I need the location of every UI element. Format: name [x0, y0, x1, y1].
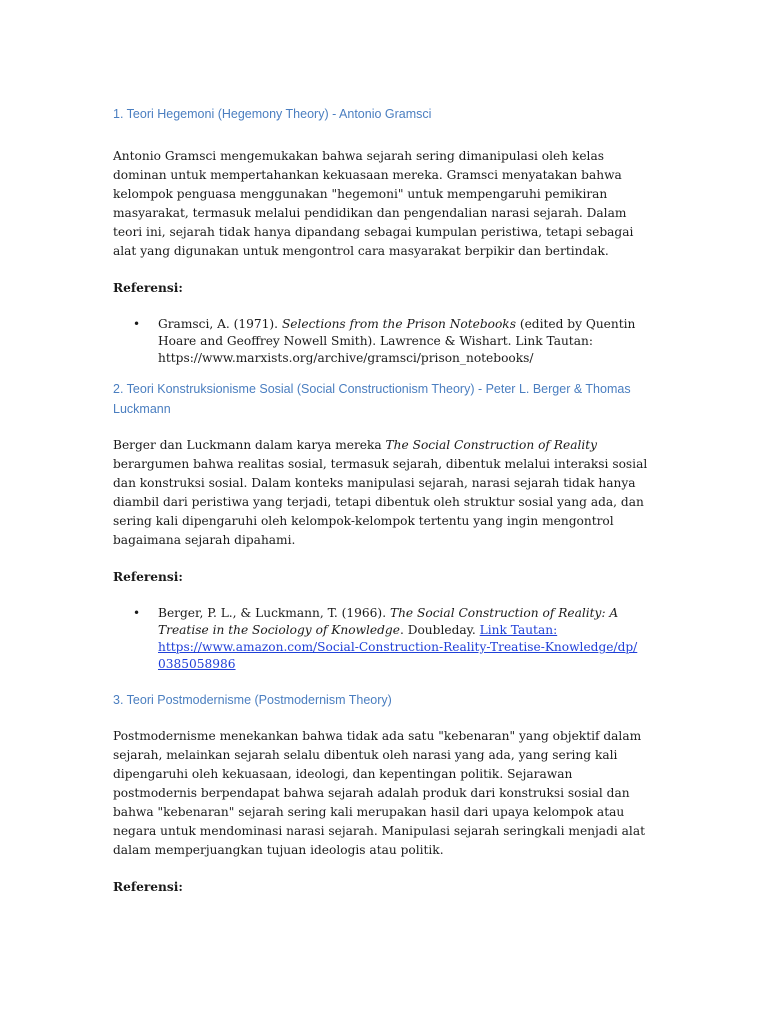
section-2-body-title: The Social Construction of Reality	[385, 438, 598, 452]
section-1-heading: 1. Teori Hegemoni (Hegemony Theory) - Antonio Gramsci	[113, 107, 432, 121]
ref-2-link-url-line2[interactable]: 0385058986	[158, 657, 236, 671]
section-2-body-prefix: Berger dan Luckmann dalam karya mereka	[113, 438, 386, 452]
section-2-ref-item	[113, 605, 656, 673]
section-1-ref-list	[113, 316, 656, 367]
section-2-ref-label: Referensi:	[113, 570, 183, 584]
section-1-ref-item	[113, 316, 656, 367]
section-1-ref-label: Referensi:	[113, 281, 183, 295]
bullet-icon: •	[133, 606, 141, 620]
section-3-body: Postmodernisme menekankan bahwa tidak ada satu "kebenaran" yang objektif dalam sejarah, melainkan sejarah selalu dibentuk oleh narasi yang ada, yang sering kali dipengaruhi oleh kekuasaan, ideologi, dan kepentingan politik. Sejarawan postmodernis berpendapat bahwa sejarah adalah produk dari konstruksi sosial dan bahwa "kebenaran" sejarah sering kali merupakan hasil dari upaya kelompok atau negara untuk mendominasi narasi sejarah. Manipulasi sejarah seringkali menjadi alat dalam memperjuangkan tujuan ideologis atau politik.	[113, 729, 645, 857]
ref-2-details: . Doubleday.	[399, 623, 480, 637]
ref-2-authors: Berger, P. L., & Luckmann, T. (1966).	[158, 606, 390, 620]
bullet-icon: •	[133, 317, 141, 331]
ref-1-authors: Gramsci, A. (1971).	[158, 317, 282, 331]
section-2-heading: 2. Teori Konstruksionisme Sosial (Social Constructionism Theory) - Peter L. Berger & Thomas Luckmann	[113, 382, 631, 416]
ref-1-details: (edited by Quentin Hoare and Geoffrey Nowell Smith). Lawrence & Wishart. Link Tautan: https://www.marxists.org/archive/gramsci/prison_notebooks/	[158, 317, 636, 365]
section-2-body-suffix: berargumen bahwa realitas sosial, termasuk sejarah, dibentuk melalui interaksi sosial dan konstruksi sosial. Dalam konteks manipulasi sejarah, narasi sejarah tidak hanya diambil dari peristiwa yang terjadi, tetapi dibentuk oleh struktur sosial yang ada, dan sering kali dipengaruhi oleh kelompok-kelompok tertentu yang ingin mengontrol bagaimana sejarah dipahami.	[113, 457, 648, 547]
ref-2-link-url-line1[interactable]: https://www.amazon.com/Social-Construction-Reality-Treatise-Knowledge/dp/	[158, 640, 638, 654]
section-3-ref-label: Referensi:	[113, 880, 183, 894]
section-1-body: Antonio Gramsci mengemukakan bahwa sejarah sering dimanipulasi oleh kelas dominan untuk mempertahankan kekuasaan mereka. Gramsci menyatakan bahwa kelompok penguasa menggunakan "hegemoni" untuk mempengaruhi pemikiran masyarakat, termasuk melalui pendidikan dan pengendalian narasi sejarah. Dalam teori ini, sejarah tidak hanya dipandang sebagai kumpulan peristiwa, tetapi sebagai alat yang digunakan untuk mengontrol cara masyarakat berpikir dan bertindak.	[113, 149, 634, 258]
ref-1-title: Selections from the Prison Notebooks	[281, 317, 516, 331]
ref-2-link-label[interactable]: Link Tautan:	[479, 623, 558, 637]
ref-2-title: The Social Construction of Reality: A Treatise in the Sociology of Knowledge	[158, 606, 619, 637]
section-3-heading: 3. Teori Postmodernisme (Postmodernism Theory)	[113, 693, 392, 707]
section-2-body	[113, 436, 656, 550]
section-2-ref-list	[113, 605, 656, 673]
